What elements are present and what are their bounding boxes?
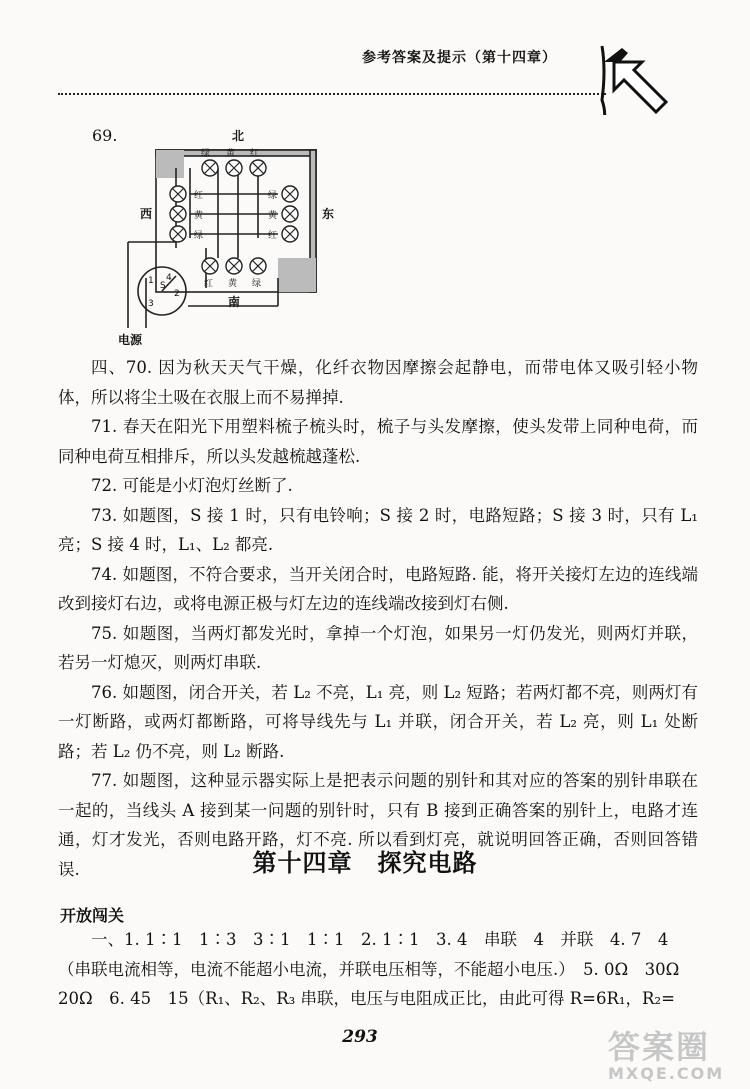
paragraph-73: 73. 如题图，S 接 1 时，只有电铃响；S 接 2 时，电路短路；S 接 3 时，只有 L₁ 亮；S 接 4 时，L₁、L₂ 都亮. <box>58 505 698 554</box>
paragraph-72: 72. 可能是小灯泡灯丝断了. <box>91 476 293 495</box>
header-divider <box>58 93 606 95</box>
paragraph-71: 71. 春天在阳光下用塑料梳子梳头时，梳子与头发摩擦，使头发带上同种电荷，而同种电荷互相排斥，所以头发越梳越蓬松. <box>58 417 698 466</box>
svg-text:1: 1 <box>148 276 154 286</box>
svg-text:绿: 绿 <box>268 191 278 201</box>
svg-text:4: 4 <box>166 273 172 283</box>
problem-number: 69. <box>92 126 118 145</box>
answer-paragraphs <box>58 353 698 884</box>
svg-text:S: S <box>160 281 166 291</box>
page-number: 293 <box>342 1027 378 1047</box>
svg-text:绿: 绿 <box>201 149 211 159</box>
page-header <box>0 0 750 110</box>
paragraph-77: 77. 如题图，这种显示器实际上是把表示问题的别针和其对应的答案的别针串联在一起的，当线头 A 接到某一问题的别针时，只有 B 接到正确答案的别针上，电路才连通，灯才发光，否则电路开路，灯不亮. 所以看到灯亮，就说明回答正确，否则回答错误. <box>58 771 698 879</box>
svg-text:红: 红 <box>250 149 260 159</box>
label-power: 电源 <box>118 333 143 347</box>
paragraph-74: 74. 如题图，不符合要求，当开关闭合时，电路短路. 能，将开关接灯左边的连线端改到接灯右边，或将电源正极与灯左边的连线端改接到灯右侧. <box>58 564 698 613</box>
svg-text:黄: 黄 <box>268 211 278 221</box>
chapter-title: 第十四章 探究电路 <box>252 849 478 877</box>
section-title: 开放闯关 <box>60 906 125 925</box>
label-south: 南 <box>228 295 241 309</box>
answer-line: 一、1. 1∶1 1∶3 3∶1 1∶1 2. 1∶1 3. 4 串联 4 并联 4. 7 4（串联电流相等，电流不能超小电流，并联电压相等，不能超小电压.） 5. 0Ω 30Ω 20Ω 6. 45 15（R₁、R₂、R₃ 串联，电压与电阻成正比，由此可得 R=6R₁，R₂= <box>58 930 696 1008</box>
svg-text:绿: 绿 <box>194 231 204 241</box>
svg-text:红: 红 <box>268 231 278 241</box>
svg-text:红: 红 <box>204 279 214 289</box>
paragraph-75: 75. 如题图，当两灯都发光时，拿掉一个灯泡，如果另一灯仍发光，则两灯并联，若另一灯熄灭，则两灯串联. <box>58 623 698 672</box>
svg-text:绿: 绿 <box>252 279 262 289</box>
paragraph-76: 76. 如题图，闭合开关，若 L₂ 不亮，L₁ 亮，则 L₂ 短路；若两灯都不亮，则两灯有一灯断路，或两灯都断路，可将导线先与 L₁ 并联，闭合开关，若 L₂ 亮，则 L₁ 处断路；若 L₂ 仍不亮，则 L₂ 断路. <box>58 682 698 761</box>
svg-text:黄: 黄 <box>228 279 238 289</box>
label-east: 东 <box>322 207 335 221</box>
header-title: 参考答案及提示（第十四章） <box>362 50 557 66</box>
paragraph-70: 四、70. 因为秋天天气干燥，化纤衣物因摩擦会起静电，而带电体又吸引轻小物体，所以将尘土吸在衣服上而不易掸掉. <box>58 358 698 407</box>
svg-text:红: 红 <box>194 191 204 201</box>
svg-text:3: 3 <box>148 299 154 309</box>
answer-block <box>58 925 698 1014</box>
watermark-logo: 答案圈 MXQE.COM <box>608 1028 725 1083</box>
svg-text:2: 2 <box>174 289 180 299</box>
circuit-diagram <box>118 128 358 353</box>
svg-text:黄: 黄 <box>194 211 204 221</box>
label-west: 西 <box>140 207 153 221</box>
corner-arrow-icon <box>600 40 670 115</box>
svg-text:黄: 黄 <box>226 149 236 159</box>
label-north: 北 <box>232 129 245 143</box>
